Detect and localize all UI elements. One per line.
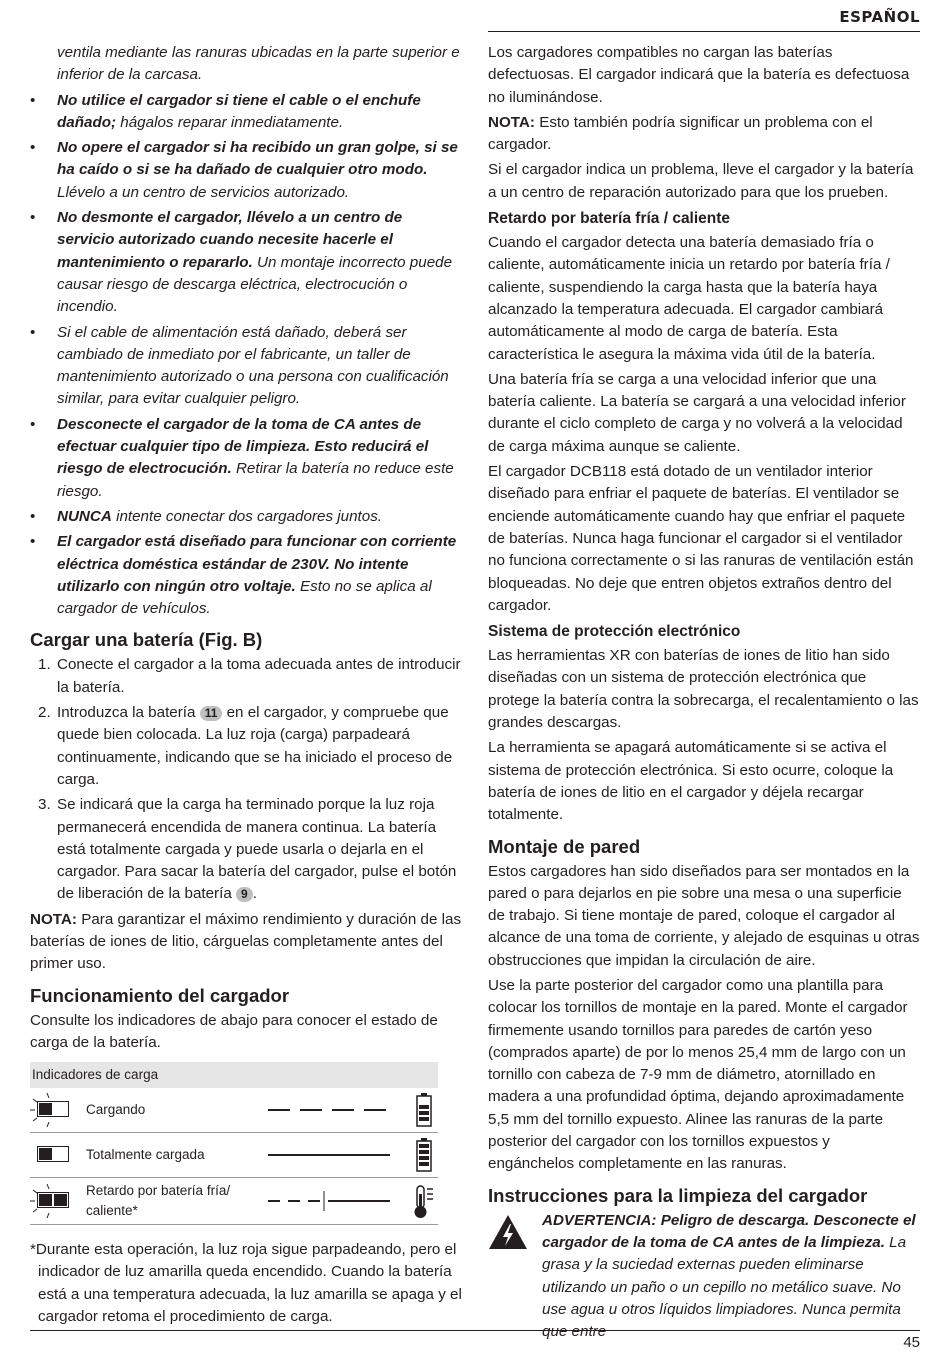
warning-text	[542, 1210, 920, 1344]
func-heading: Funcionamiento del cargador	[30, 984, 290, 1006]
row-label: Cargando	[86, 1102, 146, 1118]
note-text: Esto también podría significar un problema con el cargador.	[488, 113, 873, 154]
bullet-bold: Desconecte el cargador de la toma de CA antes de efectuar cualquier tipo de limpieza. Esto reducirá el riesgo de electrocución.	[57, 415, 429, 478]
bullet-bold: El cargador está diseñado para funcionar con corriente eléctrica doméstica estándar de 230V. No intente utilizarlo con ningún otro voltaje.	[57, 533, 457, 595]
bullet-bold: No opere el cargador si ha recibido un gran golpe, si se ha caído o si se ha dañado de cualquier otro modo.	[57, 139, 458, 179]
electric-hazard-icon	[488, 1210, 530, 1347]
bullet-item	[30, 90, 462, 135]
bullet-item	[30, 531, 462, 620]
bullet-text: Si el cable de alimentación está dañado, deberá ser cambiado de inmediato por el fabricante, un taller de mantenimiento autorizado o una persona con cualificación similar, para evitar cualquier peligro.	[57, 323, 449, 408]
row-label: Retardo por batería fría/ caliente*	[86, 1183, 231, 1219]
paragraph: Si el cargador indica un problema, lleve el cargador y la batería a un centro de reparación autorizado para que los prueben.	[488, 161, 914, 201]
bottom-rule	[30, 1330, 920, 1331]
paragraph: Los cargadores compatibles no cargan las baterías defectuosas. El cargador indicará que la batería es defectuosa no iluminándose.	[488, 44, 910, 106]
step-number: 3.	[38, 796, 51, 814]
safety-bullets	[30, 90, 462, 621]
bullet-text: Esto no se aplica al cargador de vehículos.	[57, 577, 432, 618]
thermometer-icon	[412, 1178, 438, 1224]
language-header: ESPAÑOL	[839, 8, 920, 26]
charge-steps	[30, 654, 462, 905]
bullet-text: intente conectar dos cargadores juntos.	[111, 507, 383, 525]
paragraph: Una batería fría se carga a una velocidad inferior que una batería caliente. La batería se cargará a una velocidad inferior durante el ciclo completo de carga y no volverá a la velocidad de carga máxima aunque se caliente.	[488, 370, 906, 455]
solid-pattern	[262, 1133, 412, 1177]
charge-indicator-table	[30, 1062, 438, 1225]
note	[488, 112, 920, 157]
table-row	[30, 1133, 438, 1178]
paragraph: Cuando el cargador detecta una batería demasiado fría o caliente, automáticamente inicia un retardo por batería fría / caliente, suspendiendo la carga hasta que la batería haya alcanzado la temperatura adecuada. El cargador cambiará automáticamente al modo de carga de batería. Esta característica le asegura la máxima vida útil de la batería.	[488, 234, 890, 363]
warning-block	[488, 1210, 920, 1347]
dash-then-solid-pattern	[262, 1178, 412, 1224]
bullet-item	[30, 137, 462, 204]
footnote: *Durante esta operación, la luz roja sigue parpadeando, pero el indicador de luz amarilla queda encendido. Cuando la batería está a una temperatura adecuada, la luz amarilla se apaga y el cargador retoma el procedimiento de carga.	[30, 1241, 462, 1326]
bullet-item	[30, 414, 462, 503]
bullet-item	[30, 207, 462, 318]
bullet-bold: No utilice el cargador si tiene el cable o el enchufe dañado;	[57, 91, 421, 131]
blinking-led-icon	[30, 1088, 86, 1132]
step-text: Conecte el cargador a la toma adecuada antes de introducir la batería.	[57, 656, 461, 696]
bullet-item	[30, 506, 462, 528]
warning-rest: La grasa y la suciedad externas pueden eliminarse utilizando un paño o un cepillo no metálico suave. No use agua u otros líquidos limpiadores. Nunca permita que entre	[542, 1233, 907, 1341]
top-rule	[488, 31, 920, 32]
cleaning-heading: Instrucciones para la limpieza del cargador	[488, 1184, 868, 1206]
bullet-bold: NUNCA	[57, 507, 112, 525]
step-number: 1.	[38, 656, 51, 674]
callout-badge: 11	[200, 706, 223, 721]
table-row	[30, 1088, 438, 1133]
step-item	[30, 794, 462, 905]
bullet-text: Un montaje incorrecto puede causar riesgo de descarga eléctrica, electrocución o incendio.	[57, 253, 453, 316]
table-row	[30, 1178, 438, 1225]
paragraph: Estos cargadores han sido diseñados para ser montados en la pared o para dejarlos en pie sobre una mesa o una superficie de trabajo. Si tiene montaje de pared, coloque el cargador al alcance de una toma de corriente, y alejado de esquinas u otras obstrucciones que impidan la circulación de aire.	[488, 862, 920, 969]
battery-charging-icon	[412, 1088, 438, 1132]
step-item	[30, 702, 462, 791]
step-text-cont: .	[252, 885, 257, 903]
protection-heading: Sistema de protección electrónico	[488, 623, 741, 641]
note-label: NOTA:	[30, 910, 77, 928]
paragraph: El cargador DCB118 está dotado de un ventilador interior diseñado para enfriar el paquete de baterías. El ventilador se enciende automáticamente cuando hay que enfriar el paquete de baterías. Nunca haga funcionar el cargador si el ventilador no funciona correctamente o si las ranuras de ventilación están bloqueadas. No deje que entren objetos extraños dentro del cargador.	[488, 463, 914, 614]
callout-badge: 9	[236, 887, 253, 902]
bullet-item	[30, 322, 462, 411]
wall-mount-heading: Montaje de pared	[488, 835, 641, 857]
blinking-dual-led-icon	[30, 1178, 86, 1224]
bullet-text: Retirar la batería no reduce este riesgo.	[57, 460, 454, 500]
dashed-pattern	[262, 1088, 412, 1132]
bullet-text: hágalos reparar inmediatamente.	[116, 113, 344, 131]
battery-full-icon	[412, 1133, 438, 1177]
step-number: 2.	[38, 704, 51, 722]
func-text: Consulte los indicadores de abajo para conocer el estado de carga de la batería.	[30, 1011, 438, 1051]
charge-note	[30, 909, 462, 976]
left-column	[30, 42, 462, 1331]
page-number: 45	[903, 1334, 920, 1351]
charge-heading: Cargar una batería (Fig. B)	[30, 629, 263, 651]
step-text: Se indicará que la carga ha terminado porque la luz roja permanecerá encendida de manera continua. La batería está totalmente cargada y puede usarla o dejarla en el cargador. Para sacar la batería del cargador, pulse el botón de liberación de la batería	[57, 796, 457, 903]
note-label: NOTA:	[488, 113, 535, 131]
paragraph: Use la parte posterior del cargador como una plantilla para colocar los tornillos de montaje en la pared. Monte el cargador firmemente usando tornillos para paredes de cartón yeso (comprados aparte) de por lo menos 25,4 mm de largo con un tornillo con cabeza de 7-9 mm de diámetro, atornillado en madera a una profundidad óptima, dejando aproximadamente 5,5 mm del tornillo expuesto. Alinee las ranuras de la parte posterior del cargador con los tornillos expuestos y engánchelos completamente en las ranuras.	[488, 976, 908, 1173]
paragraph: Las herramientas XR con baterías de iones de litio han sido diseñadas con un sistema de protección electrónica que protege la batería contra la sobrecarga, el recalentamiento o las grandes descargas.	[488, 647, 919, 732]
intro-continuation: ventila mediante las ranuras ubicadas en la parte superior e inferior de la carcasa.	[57, 44, 460, 84]
delay-heading: Retardo por batería fría / caliente	[488, 210, 731, 228]
solid-led-icon	[30, 1133, 86, 1177]
warning-bold: ADVERTENCIA: Peligro de descarga. Desconecte el cargador de la toma de CA antes de la limpieza.	[542, 1211, 916, 1251]
right-column	[488, 42, 920, 1346]
step-item	[30, 654, 462, 699]
bullet-bold: No desmonte el cargador, llévelo a un centro de servicio autorizado cuando necesite hacerle el mantenimiento o repararlo.	[57, 209, 403, 271]
table-header: Indicadores de carga	[30, 1062, 438, 1088]
row-label: Totalmente cargada	[86, 1147, 205, 1163]
note-text: Para garantizar el máximo rendimiento y duración de las baterías de iones de litio, cárguelas completamente antes del primer uso.	[30, 910, 462, 973]
bullet-text: Llévelo a un centro de servicios autorizado.	[57, 183, 350, 201]
paragraph: La herramienta se apagará automáticamente si se activa el sistema de protección electrónica. Si esto ocurre, coloque la batería de iones de litio en el cargador y déjela recargar totalmente.	[488, 739, 894, 824]
step-text: Introduzca la batería	[57, 704, 200, 722]
step-text-cont: en el cargador, y compruebe que quede bien colocada. La luz roja (carga) parpadeará continuamente, indicando que se ha iniciado el proceso de carga.	[57, 704, 453, 788]
